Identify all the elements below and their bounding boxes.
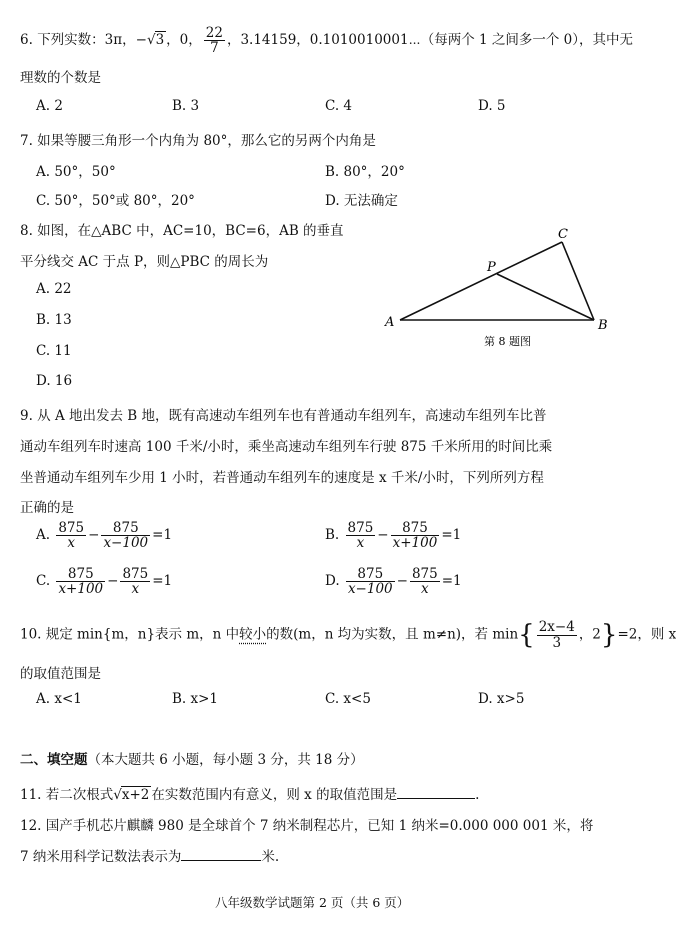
q9-line4: 正确的是: [20, 500, 74, 516]
q8-option-b: B. 13: [36, 312, 72, 328]
q10-stem-line2: 的取值范围是: [20, 666, 101, 682]
q12-line2: 7 纳米用科学记数法表示为 米.: [20, 849, 280, 865]
q9-option-d: D. $\frac{875}{x-100}$ − $\frac{875}{x}$ =1: [325, 566, 462, 598]
sqrt-symbol: √: [113, 787, 122, 803]
q11-answer-blank[interactable]: [397, 786, 475, 799]
q6-fraction: [204, 26, 225, 55]
q10-option-b: B. x>1: [172, 691, 219, 707]
label-p: P: [487, 260, 496, 275]
q6-stem-b: ，0，: [166, 32, 202, 49]
q8-stem-line1: 8. 如图，在△ABC 中，AC=10，BC=6，AB 的垂直: [20, 223, 344, 239]
figure-caption: 第 8 题图: [484, 335, 531, 348]
label-b: B: [598, 318, 608, 333]
q8-stem-line2: 平分线交 AC 于点 P，则△PBC 的周长为: [20, 254, 269, 270]
q7-option-b: B. 80°，20°: [325, 164, 405, 180]
segment-pb: [497, 274, 594, 320]
q9-option-b: B. $\frac{875}{x}$ − $\frac{875}{x+100}$ =1: [325, 520, 462, 552]
q11-radicand: x+2: [121, 787, 150, 803]
q6-option-c: C. 4: [325, 98, 353, 114]
q10-stem-line1: 10. 规定 min{m，n}表示 m，n 中较小的数(m，n 均为实数，且 m≠n)，若 min{ $\frac{2x-4}{3}$ ，2}=2，则 x: [20, 619, 676, 651]
q6-option-d: D. 5: [478, 98, 506, 114]
q7-option-c: C. 50°，50°或 80°，20°: [36, 193, 195, 209]
q10-option-a: A. x<1: [36, 691, 82, 707]
q7-option-d: D. 无法确定: [325, 193, 398, 209]
q10-option-d: D. x>5: [478, 691, 525, 707]
segment-ac: [400, 242, 562, 320]
q8-option-d: D. 16: [36, 373, 73, 389]
q10-option-c: C. x<5: [325, 691, 371, 707]
q11-stem: 11. 若二次根式√x+2 在实数范围内有意义，则 x 的取值范围是 .: [20, 787, 480, 803]
sqrt-symbol: √: [146, 32, 156, 49]
q6-option-a: A. 2: [36, 98, 63, 114]
q9-line3: 坐普通动车组列车少用 1 小时，若普通动车组列车的速度是 x 千米/小时，下列所列方程: [20, 470, 544, 486]
q7-option-a: A. 50°，50°: [36, 164, 116, 180]
q6-frac-num: 22: [205, 25, 223, 41]
segment-bc: [562, 242, 594, 320]
q8-option-a: A. 22: [36, 281, 72, 297]
q9-option-a: A. $\frac{875}{x}$ − $\frac{875}{x-100}$ =1: [36, 520, 173, 552]
q10-suffix: =2，则 x: [617, 626, 676, 643]
page-footer: 八年级数学试题第 2 页（共 6 页）: [215, 895, 410, 910]
q6-stem-line1: [20, 26, 633, 55]
q6-stem-a: 下列实数：3π，−: [37, 32, 147, 49]
label-a: A: [385, 315, 395, 330]
q10-emphasis: 较小: [239, 626, 267, 643]
section-description: （本大题共 6 小题，每小题 3 分，共 18 分）: [87, 752, 364, 768]
q7-stem: 7. 如果等腰三角形一个内角为 80°，那么它的另两个内角是: [20, 133, 376, 149]
q6-sqrt-radicand: 3: [155, 32, 165, 49]
q6-option-b: B. 3: [172, 98, 200, 114]
q10-after-frac: ，2: [578, 626, 601, 643]
q10-prefix: 10. 规定 min{m，n}表示 m，n 中: [20, 626, 240, 643]
q12-answer-blank[interactable]: [181, 848, 261, 861]
q10-middle: 的数(m，n 均为实数，且 m≠n)，若 min: [266, 626, 519, 643]
q9-line2: 通动车组列车时速高 100 千米/小时，乘坐高速动车组列车行驶 875 千米所用的时间比乘: [20, 439, 553, 455]
section-title: 二、填空题: [20, 752, 88, 768]
q8-triangle-figure: [380, 225, 620, 355]
q6-frac-den: 7: [210, 40, 219, 57]
q6-stem-c: ，3.14159，0.1010010001⋯（每两个 1 之间多一个 0），其中无: [226, 32, 634, 49]
q10-fraction: $\frac{2x-4}{3}$: [538, 619, 575, 651]
label-c: C: [558, 227, 568, 242]
q6-number: 6.: [20, 32, 33, 49]
q6-stem-line2: 理数的个数是: [20, 70, 101, 86]
q9-line1: 9. 从 A 地出发去 B 地，既有高速动车组列车也有普通动车组列车，高速动车组列车比普: [20, 408, 547, 424]
q9-option-c: C. $\frac{875}{x+100}$ − $\frac{875}{x}$ =1: [36, 566, 173, 598]
section-heading: [20, 748, 364, 768]
q12-line1: 12. 国产手机芯片麒麟 980 是全球首个 7 纳米制程芯片，已知 1 纳米=0.000 000 001 米，将: [20, 818, 594, 834]
q8-option-c: C. 11: [36, 343, 72, 359]
